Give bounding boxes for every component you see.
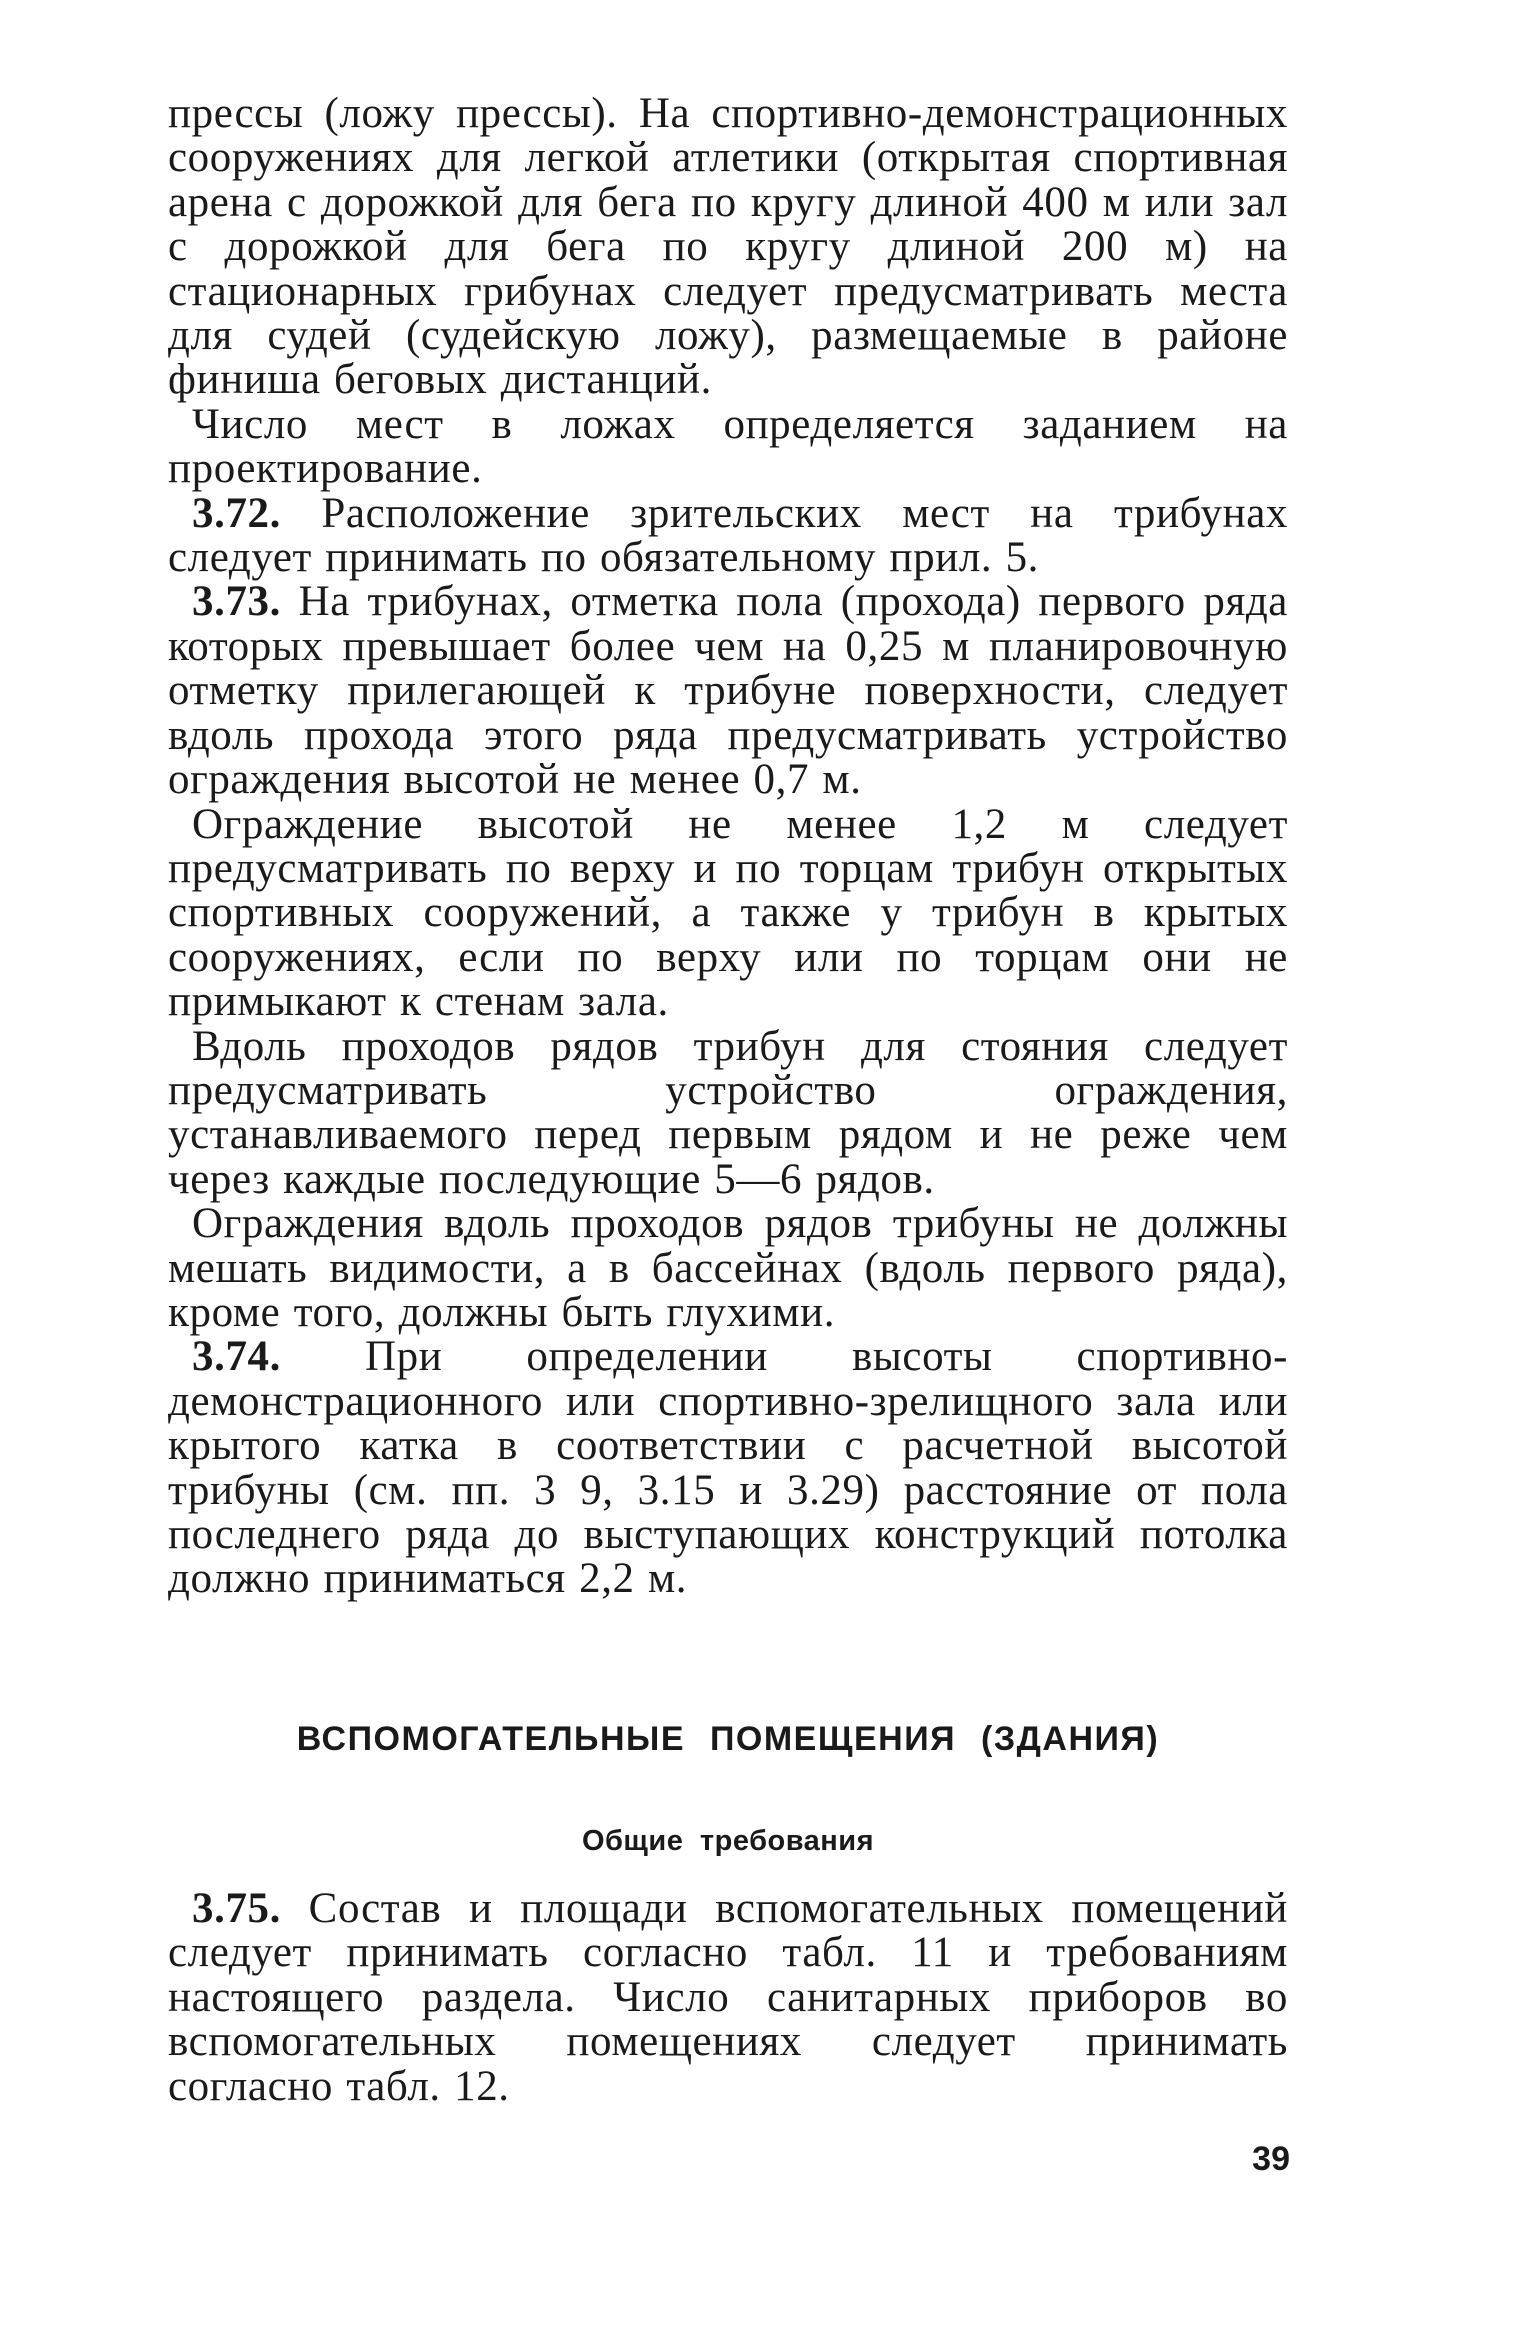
paragraph-text: Число мест в ложах определяется заданием на проектирование.: [168, 400, 1288, 493]
clause-number: 3.75.: [192, 1885, 281, 1932]
paragraph-continuation: [168, 92, 1288, 403]
paragraph-standing-rows: [168, 1022, 1288, 1203]
section-title: ВСПОМОГАТЕЛЬНЫЕ ПОМЕЩЕНИЯ (ЗДАНИЯ): [296, 1720, 1160, 1758]
paragraph-seats-count: [168, 400, 1288, 493]
clause-number: 3.73.: [192, 578, 281, 626]
body-text-top: [168, 92, 1288, 1602]
clause-number: 3.74.: [192, 1333, 281, 1381]
clause-3-75: [168, 1887, 1288, 2109]
paragraph-text: прессы (ложу прессы). На спортивно-демонстрационных сооружениях для легкой атлетики (открытая спортивная арена с дорожкой для бега по кругу длиной 400 м или зал с дорожкой для бега по кругу длиной 200 м) на стационарных грибунах следует предусматривать места для судей (судейскую ложу), размещаемые в районе финиша беговых дистанций.: [168, 90, 1288, 404]
clause-text: При определении высоты спортивно-демонстрационного или спортивно-зрелищного зала или крытого катка в соответствии с расчетной высотой трибуны (см. пп. 3 9, 3.15 и 3.29) расстояние от пола последнего ряда до выступающих конструкций потолка должно приниматься 2,2 м.: [168, 1333, 1288, 1603]
clause-text: На трибунах, отметка пола (прохода) первого ряда которых превышает более чем на 0,25 м планировочную отметку прилегающей к трибуне поверхности, следует вдоль прохода этого ряда предусматривать устройство ограждения высотой не менее 0,7 м.: [168, 578, 1288, 804]
clause-3-74: [168, 1335, 1288, 1601]
clause-3-73: [168, 580, 1288, 802]
clause-number: 3.72.: [192, 489, 281, 537]
clause-3-72: [168, 489, 1288, 582]
paragraph-fence-height: [168, 800, 1288, 1026]
body-text-bottom: [168, 1887, 1288, 2109]
paragraph-text: Ограждения вдоль проходов рядов трибуны не должны мешать видимости, а в бассейнах (вдоль первого ряда), кроме того, должны быть глухими.: [168, 1200, 1288, 1336]
page-number: 39: [1252, 2140, 1290, 2178]
paragraph-visibility: [168, 1202, 1288, 1335]
paragraph-text: Ограждение высотой не менее 1,2 м следует предусматривать по верху и по торцам трибун открытых спортивных сооружений, а также у трибун в крытых сооружениях, если по верху или по торцам они не примыкают к стенам зала.: [168, 800, 1288, 1026]
paragraph-text: Вдоль проходов рядов трибун для стояния следует предусматривать устройство ограждения, устанавливаемого перед первым рядом и не реже чем через каждые последующие 5—6 рядов.: [168, 1022, 1288, 1203]
clause-text: Состав и площади вспомогательных помещений следует принимать согласно табл. 11 и требованиям настоящего раздела. Число санитарных приборов во вспомогательных помещениях следует принимать согласно табл. 12.: [168, 1885, 1288, 2110]
clause-text: Расположение зрительских мест на трибунах следует принимать по обязательному прил. 5.: [168, 489, 1288, 582]
subsection-title: Общие требования: [581, 1825, 875, 1857]
